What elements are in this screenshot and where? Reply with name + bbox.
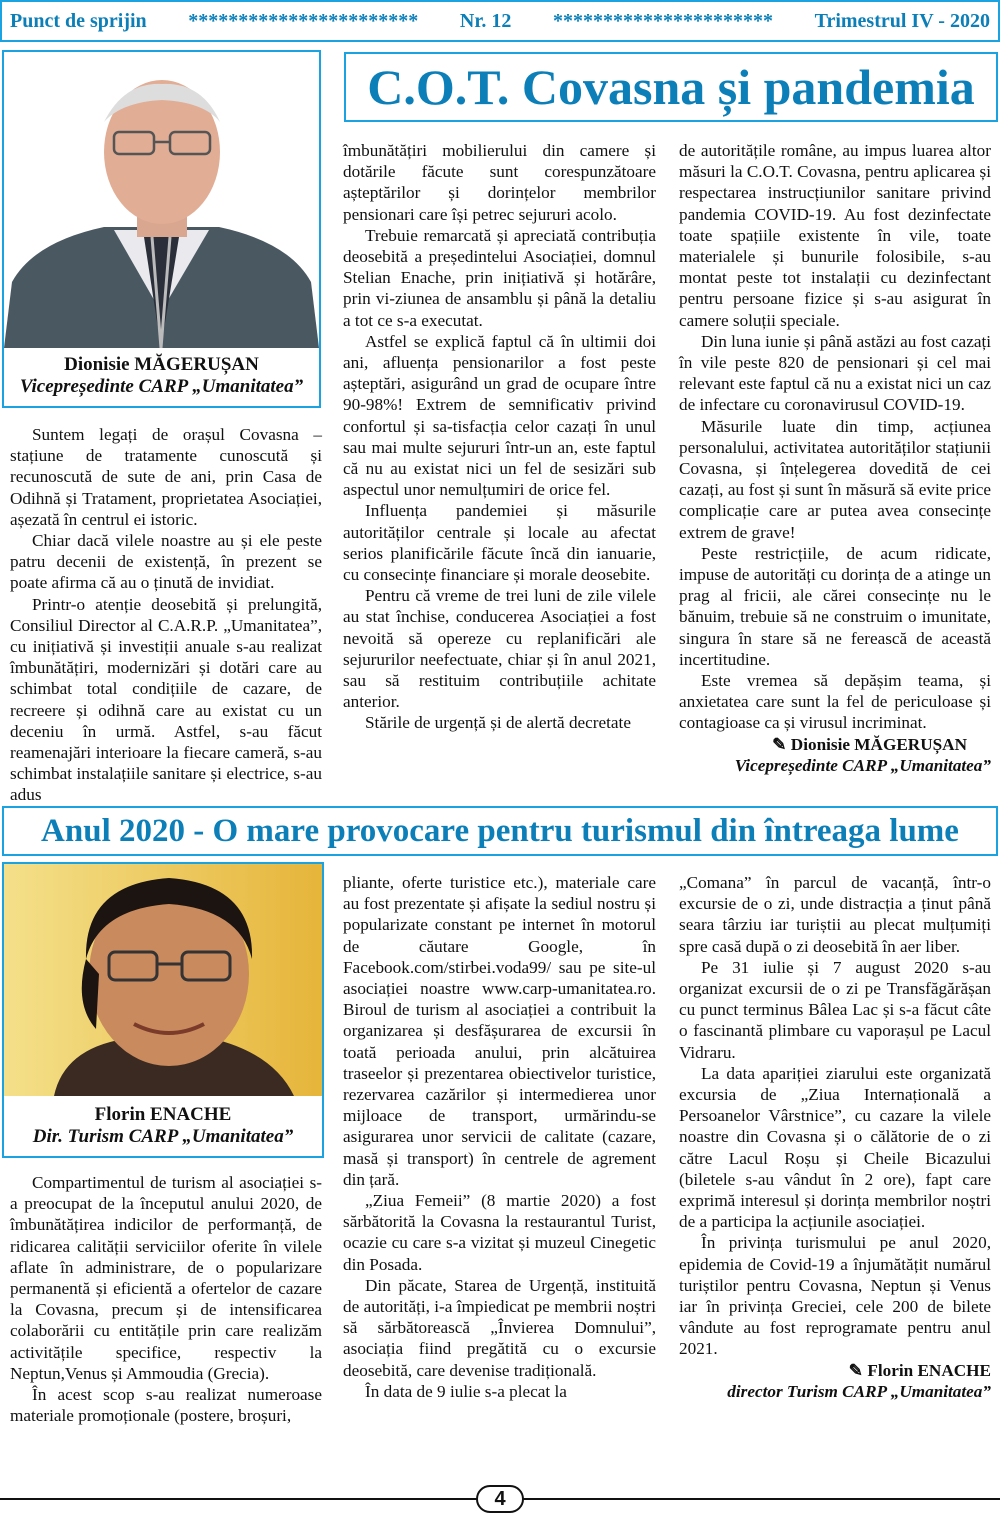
- header-issue-number: Nr. 12: [459, 9, 512, 32]
- article1-column-2: [343, 140, 656, 734]
- photo-caption-name: Florin ENACHE: [94, 1104, 232, 1125]
- paragraph: Stările de urgență și de alertă decretate: [365, 713, 631, 733]
- paragraph: În data de 9 iulie s-a plecat la: [365, 1381, 567, 1401]
- article2-column-2: [343, 872, 656, 1402]
- article2-signature-role: director Turism CARP „Umanitatea”: [727, 1381, 991, 1401]
- header-stars-left: ***********************: [188, 9, 419, 32]
- article2-column-3: [679, 872, 991, 1402]
- paragraph: Din luna iunie și până astăzi au fost cazați în vile peste 820 de pensionari și cel mai relevant este faptul că nu a existat nici un caz de infectare cu coronavirusul COVID-19.: [679, 331, 991, 415]
- photo-caption-name: Dionisie MĂGERUȘAN: [64, 354, 259, 375]
- paragraph: Suntem legați de orașul Covasna – stațiune de tratamente cunoscută și recunoscută de sute de ani, prin Casa de Odihnă și Tratament, proprietatea Asociației, așezată în centrul ei istoric.: [10, 425, 322, 529]
- page-number-text: 4: [494, 1487, 506, 1510]
- paragraph: Compartimentul de turism al asociației s-a preocupat de la începutul anului 2020, de îmbunătățirea indicilor de performanță, de ridicarea calității serviciilor oferite în vilele aflate în administrare, de o popularizare permanentă și eficientă a ofertelor de cazare la Covasna, precum și de intensificarea colaborării cu entitățile prin care realizăm activitățile specifice, respectiv la Neptun,Venus și Ammoudia (Grecia).: [10, 1173, 322, 1383]
- paragraph: Pe 31 iulie și 7 august 2020 s-au organizat excursii de o zi pe Transfăgărășan cu punct terminus Bâlea Lac și s-a făcut câte o fascinantă plimbare cu vaporașul pe Lacul Vidraru.: [679, 957, 991, 1062]
- paragraph: Printr-o atenție deosebită și prelungită, Consiliul Director al C.A.R.P. „Umanitatea”, cu inițiativă și investiții anuale s-au realizat îmbunătățiri, modernizări și dotări care au schimbat total condițiile de cazare, de recreere și odihnă care au existat cu un deceniu în urmă. Astfel, s-au făcut reamenajări interioare la fiecare cameră, s-au schimbat instalațiile sanitare și electrice, s-au adus: [10, 594, 322, 805]
- paragraph: La data apariției ziarului este organizată excursia de „Ziua Internațională a Persoanelor Vârstnice”, cu cazare la vilele noastre din Covasna și o călătorie de o zi către Lacul Roșu și Cheile Bicazului (biletele s-au vândut în 2 ore), fapt care exprimă interesul și dorința membrilor noștri de a participa la acțiunile asociației.: [679, 1063, 991, 1232]
- paragraph: Pentru că vreme de trei luni de zile vilele au stat închise, conducerea Asociației a fost nevoită să opereze cu replanificări ale sejururilor neefectuate, chiar și în anul 2021, sau să restituim contribuțiile achitate anterior.: [343, 586, 656, 712]
- paragraph: îmbunătățiri mobilierului din camere și dotările făcute sunt corespunzătoare așteptărilor și dorințelor membrilor pensionari care își petrec sejururi acolo.: [343, 141, 656, 224]
- paragraph: În acest scop s-au realizat numeroase materiale promoționale (postere, broșuri,: [10, 1385, 322, 1426]
- article2-title-text: Anul 2020 - O mare provocare pentru turismul din întreaga lume: [41, 812, 959, 849]
- article1-title-text: C.O.T. Covasna și pandemia: [367, 59, 975, 115]
- article1-column-1: [10, 424, 322, 806]
- article2-column-1: [10, 1172, 322, 1426]
- photo-caption-role: Vicepreședinte CARP „Umanitatea”: [19, 376, 304, 397]
- header-stars-right: **********************: [553, 9, 773, 32]
- portrait-photo-magerusan: [4, 52, 319, 348]
- paragraph: Astfel se explică faptul că în ultimii doi ani, afluența pensionarilor a fost peste așteptări, asigurând un grad de ocupare între 90-98%! Extrem de semnificativ privind confortul și sa-tisfacția celor cazați în unul sau mai multe sejururi într-un an, este faptul că nu au existat nici un fel de sesizări sub aspectul unor nemulțumiri de orice fel.: [343, 331, 656, 500]
- portrait-photo-enache: [4, 864, 322, 1096]
- paragraph: pliante, oferte turistice etc.), materiale care au fost prezentate și afișate la sediul nostru și popularizate constant pe internet în motorul de căutare Google, în Facebook.com/stirbei.voda99/ sau pe site-ul asociației noastre www.carp-umanitatea.ro. Biroul de turism al asociației a contribuit la organizarea și desfășurarea de excursii în toată perioada anului, prin alcătuirea traseelor și prezentarea obiectivelor turistice, rezervarea cazărilor și intermedierea unor mijloace de transport, urmărindu-se asigurarea unor servicii de calitate (cazare, masă și transport) în centrele de agrement din țară.: [343, 873, 656, 1189]
- paragraph: Este vremea să depășim teama, și anxietatea care sunt la fel de periculoase și contagioase ca și virusul incriminat.: [679, 671, 991, 733]
- article2-signature-name: ✎ Florin ENACHE: [848, 1360, 991, 1380]
- paragraph: „Comana” în parcul de vacanță, într-o excursie de o zi, unde distracția a ținut până seara târziu iar turiștii au plecat mulțumiți spre casă după o zi deosebită în aer liber.: [679, 873, 991, 956]
- article2-title: [2, 806, 998, 856]
- article1-title: [344, 52, 998, 122]
- photo-caption-role: Dir. Turism CARP „Umanitatea”: [32, 1126, 294, 1147]
- header-section-name: Punct de sprijin: [10, 9, 147, 32]
- article1-column-3: [679, 140, 991, 776]
- paragraph: de autoritățile române, au impus luarea altor măsuri la C.O.T. Covasna, pentru aplicarea și respectarea instrucțiunilor sanitare privind pandemia COVID-19. Au fost dezinfectate toate spațiile existente în vile, toate materialele și bunurile folosibile, s-au montat peste tot instalații cu dezinfectant pentru persoane fizice și s-au asigurat în camere soluții speciale.: [679, 141, 991, 330]
- paragraph: „Ziua Femeii” (8 martie 2020) a fost sărbătorită la Covasna la restaurantul Turist, ocazie cu care s-a vizitat și muzeul Cinegetic din Posada.: [343, 1191, 656, 1274]
- photo-frame-magerusan: [2, 50, 321, 408]
- paragraph: În privința turismului pe anul 2020, epidemia de Covid-19 a înjumătățit numărul turiștilor pentru Covasna, Neptun și Venus iar în privința Greciei, cele 200 de bilete vândute au fost reprogramate pentru anul 2021.: [679, 1233, 991, 1359]
- paragraph: Chiar dacă vilele noastre au și ele peste patru decenii de existență, în prezent se poate afirma că au o ținută de invidiat.: [10, 531, 322, 593]
- issue-header: [0, 0, 1000, 42]
- photo-frame-enache: [2, 862, 324, 1158]
- header-quarter: Trimestrul IV - 2020: [814, 9, 990, 32]
- paragraph: Din păcate, Starea de Urgență, instituită de autorități, i-a împiedicat pe membrii noștri să sărbătorească „Învierea Domnului”, asociația fiind pregătită cu o excursie deosebită, care devenise tradițională.: [343, 1275, 656, 1380]
- paragraph: Peste restricțiile, de acum ridicate, impuse de autorități cu dorința de a atinge un prag al fricii, ale cărei consecințe nu le bănuim, trebuie să ne construim o imunitate, singura în stare să ne ferească de această incertitudine.: [679, 543, 991, 669]
- paragraph: Trebuie remarcată și apreciată contribuția deosebită a președintelui Asociației, domnul Stelian Enache, prin inițiativă și hotărâre, prin vi-ziunea de ansamblu și până la detaliu a tot ce s-a executat.: [343, 225, 656, 330]
- paragraph: Influența pandemiei și măsurile autorităților centrale și locale au afectat serios planificările făcute încă din ianuarie, cu consecințe financiare și morale deosebite.: [343, 501, 656, 585]
- article1-signature-role: Vicepreședinte CARP „Umanitatea”: [734, 755, 991, 775]
- page-number: [476, 1485, 524, 1513]
- paragraph: Măsurile luate din timp, acțiunea personalului, activitatea autorităților stațiunii Covasna, și înțelegerea dovedită de cei cazați, au fost și sunt în măsură să evite price complicație care ar putea avea consecințe extrem de grave!: [679, 416, 991, 542]
- article1-signature-name: ✎ Dionisie MĂGERUȘAN: [772, 734, 967, 754]
